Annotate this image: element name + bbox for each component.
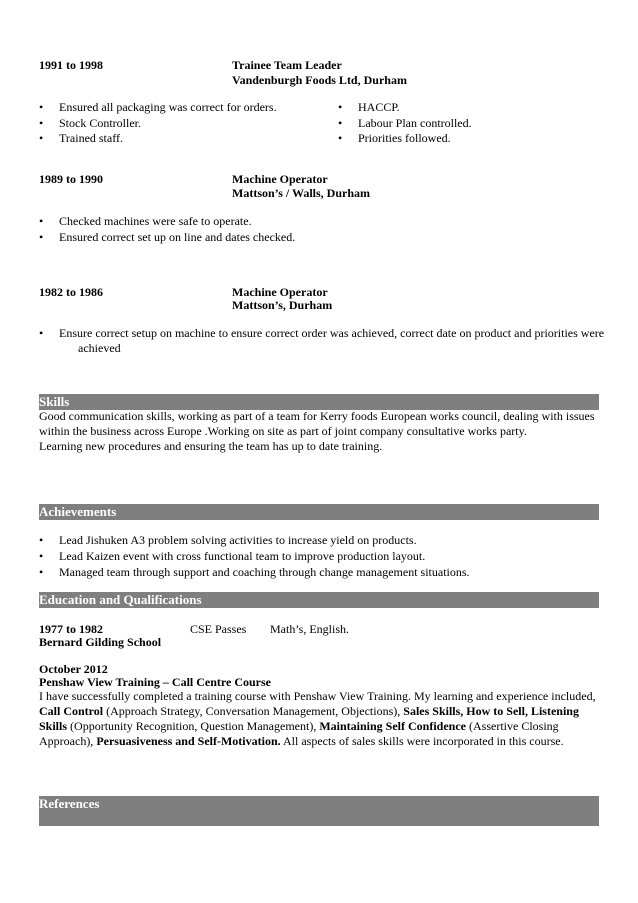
course-title: Penshaw View Training – Call Centre Course: [39, 675, 272, 689]
job2-company: Mattson’s / Walls, Durham: [232, 186, 371, 200]
sales-skills-text: Sales Skills, How to Sell, Listening: [403, 704, 579, 718]
course-line: [39, 734, 609, 749]
bullet-icon: •: [39, 214, 44, 228]
section-header-achievements: [39, 504, 599, 520]
closing-text: All aspects of sales skills were incorporated in this course.: [280, 734, 564, 748]
skills-detail: (Opportunity Recognition, Question Management),: [67, 719, 320, 733]
bullet-icon: •: [338, 131, 343, 145]
job1-dates: 1991 to 1998: [39, 58, 103, 72]
list-item-text: Priorities followed.: [358, 131, 451, 145]
course-description: [39, 689, 609, 749]
course-line: I have successfully completed a training course with Penshaw View Training. My learning and experience included,: [39, 689, 596, 703]
bullet-icon: •: [39, 533, 44, 547]
qualification: CSE Passes: [190, 622, 247, 636]
list-item-text: Ensured all packaging was correct for orders.: [59, 100, 277, 114]
skills-text: [39, 409, 604, 454]
job1-company: Vandenburgh Foods Ltd, Durham: [232, 73, 407, 87]
skills-line: Learning new procedures and ensuring the team has up to date training.: [39, 439, 383, 453]
school-name: Bernard Gilding School: [39, 635, 162, 649]
call-control-text: Call Control: [39, 704, 104, 718]
bullet-icon: •: [39, 131, 44, 145]
bullet-icon: •: [39, 565, 44, 579]
section-title: Achievements: [39, 504, 117, 519]
list-item-text: Stock Controller.: [59, 116, 141, 130]
course-date: October 2012: [39, 662, 108, 676]
list-item-text: Lead Kaizen event with cross functional team to improve production layout.: [59, 549, 426, 563]
bullet-icon: •: [39, 230, 44, 244]
list-item-text: HACCP.: [358, 100, 400, 114]
skills-line: Good communication skills, working as part of a team for Kerry foods European works council, dealing with issues: [39, 409, 595, 423]
section-title: Skills: [39, 394, 70, 409]
list-item-text: Trained staff.: [59, 131, 123, 145]
section-title: Education and Qualifications: [39, 592, 202, 607]
call-control-detail: (Approach Strategy, Conversation Management, Objections),: [103, 704, 404, 718]
persuasiveness-text: Persuasiveness and Self-Motivation.: [96, 734, 281, 748]
subjects: Math’s, English.: [270, 622, 350, 636]
job3-title: Machine Operator: [232, 285, 328, 299]
job3-dates: 1982 to 1986: [39, 285, 103, 299]
section-header-references: [39, 796, 599, 826]
job2-title: Machine Operator: [232, 172, 328, 186]
job3-company: Mattson’s, Durham: [232, 298, 333, 312]
list-item-text: Ensured correct set up on line and dates checked.: [59, 230, 296, 244]
section-title: References: [39, 796, 100, 811]
list-item-text: Managed team through support and coaching through change management situations.: [59, 565, 470, 579]
skills-word-text: Skills: [39, 719, 68, 733]
bullet-icon: •: [338, 100, 343, 114]
section-header-education: [39, 592, 599, 608]
job2-dates: 1989 to 1990: [39, 172, 103, 186]
approach-text: Approach),: [39, 734, 97, 748]
list-item-text: Checked machines were safe to operate.: [59, 214, 252, 228]
list-item-continuation: achieved: [78, 341, 121, 355]
job1-title: Trainee Team Leader: [232, 58, 342, 72]
bullet-icon: •: [39, 326, 44, 340]
bullet-icon: •: [338, 116, 343, 130]
bullet-icon: •: [39, 116, 44, 130]
course-line: [39, 704, 609, 719]
self-confidence-detail: (Assertive Closing: [466, 719, 559, 733]
school-dates: 1977 to 1982: [39, 622, 103, 636]
list-item-text: Labour Plan controlled.: [358, 116, 472, 130]
section-header-skills: [39, 394, 599, 410]
course-line: [39, 719, 609, 734]
list-item-text: Lead Jishuken A3 problem solving activities to increase yield on products.: [59, 533, 417, 547]
self-confidence-text: Maintaining Self Confidence: [319, 719, 466, 733]
bullet-icon: •: [39, 100, 44, 114]
list-item-text: Ensure correct setup on machine to ensure correct order was achieved, correct date on product and priorities were: [59, 326, 605, 340]
skills-line: within the business across Europe .Working on site as part of joint company consultative works party.: [39, 424, 527, 438]
bullet-icon: •: [39, 549, 44, 563]
